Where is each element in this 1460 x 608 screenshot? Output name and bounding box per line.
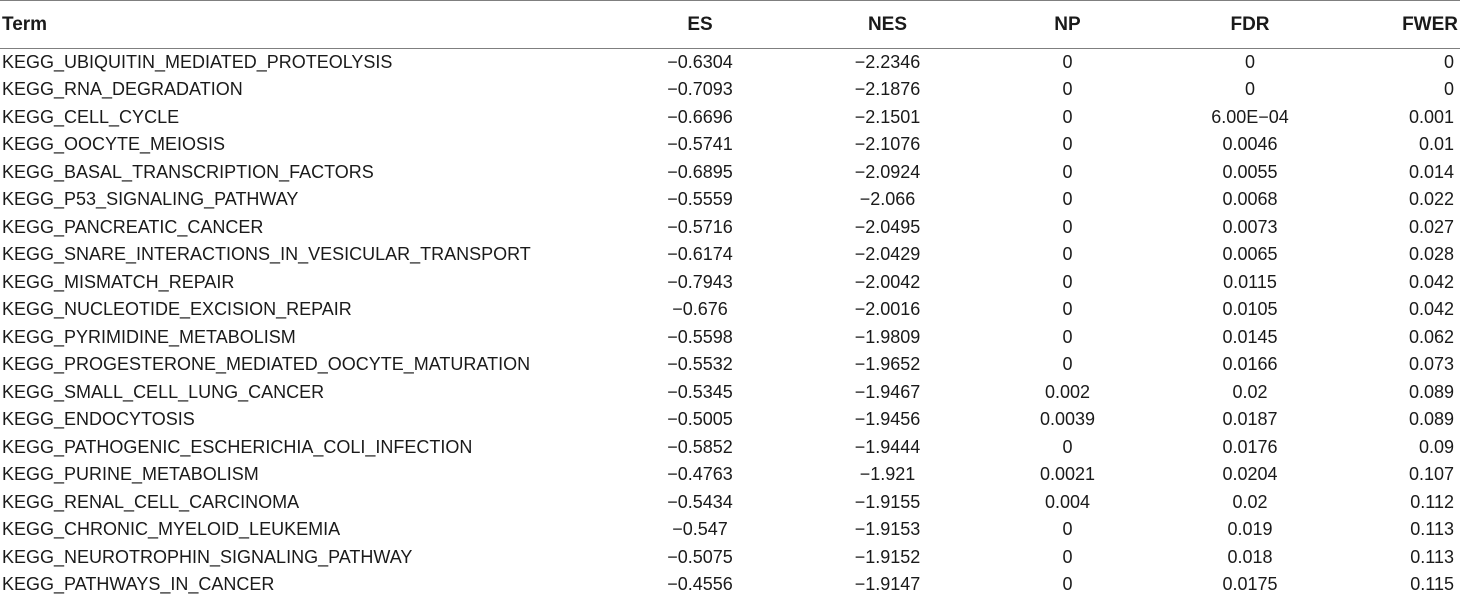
cell-np: 0 <box>1062 134 1073 155</box>
cell-fdr: 0.0105 <box>1222 299 1278 320</box>
cell-np: 0 <box>1062 574 1073 595</box>
table-row <box>0 214 1460 242</box>
cell-fdr: 0.0175 <box>1222 574 1278 595</box>
cell-np: 0 <box>1062 106 1073 127</box>
cell-np: 0 <box>1062 216 1073 237</box>
cell-fwer: 0.014 <box>1408 161 1454 182</box>
cell-term: KEGG_PROGESTERONE_MEDIATED_OOCYTE_MATURATION <box>2 354 531 375</box>
table-row <box>0 544 1460 572</box>
cell-term: KEGG_OOCYTE_MEIOSIS <box>2 134 226 155</box>
header-row <box>0 1 1460 49</box>
table-row <box>0 571 1460 599</box>
table-row <box>0 49 1460 77</box>
cell-nes: −1.9147 <box>854 574 921 595</box>
cell-fdr: 0.018 <box>1227 546 1273 567</box>
table-body <box>0 49 1460 599</box>
cell-fwer: 0.042 <box>1408 271 1454 292</box>
cell-nes: −2.1501 <box>854 106 921 127</box>
cell-fdr: 0.0204 <box>1222 464 1278 485</box>
cell-fwer: 0.042 <box>1408 299 1454 320</box>
cell-es: −0.6895 <box>667 161 733 182</box>
cell-fdr: 0.0115 <box>1223 271 1277 292</box>
cell-term: KEGG_PATHWAYS_IN_CANCER <box>2 574 275 595</box>
cell-es: −0.5532 <box>667 354 733 375</box>
cell-es: −0.676 <box>672 299 728 320</box>
cell-fwer: 0.022 <box>1408 189 1454 210</box>
cell-np: 0 <box>1062 519 1073 540</box>
cell-nes: −1.9809 <box>854 326 921 347</box>
cell-fwer: 0.115 <box>1410 574 1454 595</box>
cell-np: 0 <box>1062 189 1073 210</box>
cell-es: −0.5716 <box>667 216 733 237</box>
cell-np: 0 <box>1062 161 1073 182</box>
cell-fwer: 0.089 <box>1408 409 1454 430</box>
cell-nes: −1.9155 <box>854 491 921 512</box>
cell-nes: −2.0429 <box>854 244 921 265</box>
cell-np: 0 <box>1062 299 1073 320</box>
cell-term: KEGG_RENAL_CELL_CARCINOMA <box>2 491 300 512</box>
cell-fdr: 0.02 <box>1232 381 1268 402</box>
cell-es: −0.4763 <box>667 464 733 485</box>
cell-es: −0.5852 <box>667 436 733 457</box>
cell-term: KEGG_NUCLEOTIDE_EXCISION_REPAIR <box>2 299 352 320</box>
cell-nes: −2.0495 <box>854 216 921 237</box>
table-row <box>0 104 1460 132</box>
cell-fwer: 0.073 <box>1408 354 1454 375</box>
cell-np: 0.002 <box>1044 381 1091 402</box>
cell-nes: −1.9153 <box>854 519 921 540</box>
cell-fdr: 0.0055 <box>1222 161 1278 182</box>
cell-fwer: 0.112 <box>1410 491 1454 512</box>
table-row <box>0 489 1460 517</box>
cell-es: −0.5559 <box>667 189 733 210</box>
cell-np: 0.004 <box>1044 491 1091 512</box>
cell-term: KEGG_PANCREATIC_CANCER <box>2 216 264 237</box>
cell-np: 0 <box>1062 436 1073 457</box>
cell-es: −0.5075 <box>667 546 733 567</box>
header-nes: NES <box>800 1 975 49</box>
cell-es: −0.6174 <box>667 244 733 265</box>
cell-es: −0.7093 <box>667 79 733 100</box>
table-row <box>0 516 1460 544</box>
cell-nes: −2.0042 <box>854 271 921 292</box>
cell-fwer: 0.01 <box>1418 134 1454 155</box>
cell-fwer: 0.027 <box>1408 216 1454 237</box>
cell-fwer: 0.113 <box>1410 546 1454 567</box>
cell-term: KEGG_PURINE_METABOLISM <box>2 464 259 485</box>
table-row <box>0 406 1460 434</box>
cell-fdr: 0.02 <box>1232 491 1268 512</box>
cell-term: KEGG_ENDOCYTOSIS <box>2 409 195 430</box>
cell-es: −0.6304 <box>667 52 733 72</box>
cell-fdr: 0.0176 <box>1222 436 1278 457</box>
cell-nes: −2.2346 <box>854 52 921 72</box>
cell-term: KEGG_PATHOGENIC_ESCHERICHIA_COLI_INFECTION <box>2 436 473 457</box>
cell-nes: −1.9152 <box>854 546 921 567</box>
cell-nes: −1.9467 <box>854 381 921 402</box>
table-row <box>0 76 1460 104</box>
header-np: NP <box>975 1 1160 49</box>
cell-fdr: 0.019 <box>1227 519 1273 540</box>
cell-term: KEGG_P53_SIGNALING_PATHWAY <box>2 189 299 210</box>
table-row <box>0 434 1460 462</box>
cell-np: 0 <box>1062 546 1073 567</box>
cell-nes: −1.9444 <box>854 436 921 457</box>
cell-nes: −2.066 <box>859 189 916 210</box>
cell-np: 0 <box>1062 271 1073 292</box>
cell-np: 0.0039 <box>1039 409 1096 430</box>
cell-es: −0.5741 <box>667 134 733 155</box>
header-fdr: FDR <box>1160 1 1340 49</box>
cell-fdr: 0.0065 <box>1222 244 1278 265</box>
cell-term: KEGG_CELL_CYCLE <box>2 106 180 127</box>
cell-es: −0.4556 <box>667 574 733 595</box>
cell-fwer: 0.089 <box>1408 381 1454 402</box>
cell-np: 0 <box>1062 244 1073 265</box>
header-term: Term <box>0 1 600 49</box>
cell-np: 0 <box>1062 354 1073 375</box>
cell-term: KEGG_CHRONIC_MYELOID_LEUKEMIA <box>2 519 341 540</box>
cell-es: −0.5005 <box>667 409 733 430</box>
cell-term: KEGG_PYRIMIDINE_METABOLISM <box>2 326 296 347</box>
table-row <box>0 324 1460 352</box>
cell-nes: −1.921 <box>859 464 916 485</box>
cell-es: −0.547 <box>672 519 728 540</box>
cell-nes: −1.9456 <box>854 409 921 430</box>
cell-es: −0.5345 <box>667 381 733 402</box>
cell-fwer: 0.113 <box>1410 519 1454 540</box>
cell-es: −0.7943 <box>667 271 733 292</box>
cell-np: 0 <box>1062 52 1073 72</box>
cell-nes: −1.9652 <box>854 354 921 375</box>
cell-fwer: 0.062 <box>1408 326 1454 347</box>
cell-nes: −2.0016 <box>854 299 921 320</box>
cell-np: 0 <box>1062 79 1073 100</box>
table-row <box>0 351 1460 379</box>
cell-fdr: 0.0073 <box>1222 216 1278 237</box>
cell-es: −0.5434 <box>667 491 733 512</box>
cell-fwer: 0 <box>1443 79 1454 100</box>
header-fwer: FWER <box>1340 1 1460 49</box>
cell-es: −0.5598 <box>667 326 733 347</box>
cell-fwer: 0.028 <box>1408 244 1454 265</box>
cell-fdr: 0 <box>1244 52 1255 72</box>
table-row <box>0 241 1460 269</box>
cell-fwer: 0.001 <box>1408 106 1454 127</box>
cell-fdr: 0.0187 <box>1222 409 1278 430</box>
cell-fwer: 0 <box>1443 52 1454 72</box>
cell-term: KEGG_BASAL_TRANSCRIPTION_FACTORS <box>2 161 374 182</box>
cell-fdr: 0.0068 <box>1222 189 1278 210</box>
cell-fdr: 0.0145 <box>1222 326 1278 347</box>
cell-es: −0.6696 <box>667 106 733 127</box>
header-es: ES <box>600 1 800 49</box>
table-row <box>0 379 1460 407</box>
cell-np: 0 <box>1062 326 1073 347</box>
cell-nes: −2.1876 <box>854 79 921 100</box>
cell-nes: −2.0924 <box>854 161 921 182</box>
cell-fdr: 6.00E−04 <box>1211 106 1289 127</box>
table-row <box>0 296 1460 324</box>
cell-nes: −2.1076 <box>854 134 921 155</box>
cell-term: KEGG_SMALL_CELL_LUNG_CANCER <box>2 381 325 402</box>
cell-term: KEGG_SNARE_INTERACTIONS_IN_VESICULAR_TRANSPORT <box>2 244 531 265</box>
table-row <box>0 461 1460 489</box>
table-header <box>0 1 1460 49</box>
cell-np: 0.0021 <box>1039 464 1096 485</box>
cell-fdr: 0.0046 <box>1222 134 1278 155</box>
cell-term: KEGG_MISMATCH_REPAIR <box>2 271 235 292</box>
cell-fdr: 0 <box>1244 79 1255 100</box>
cell-term: KEGG_RNA_DEGRADATION <box>2 79 243 100</box>
table-row <box>0 131 1460 159</box>
cell-term: KEGG_NEUROTROPHIN_SIGNALING_PATHWAY <box>2 546 413 567</box>
cell-fdr: 0.0166 <box>1222 354 1278 375</box>
table-row <box>0 269 1460 297</box>
table-row <box>0 159 1460 187</box>
table-row <box>0 186 1460 214</box>
cell-term: KEGG_UBIQUITIN_MEDIATED_PROTEOLYSIS <box>2 52 393 72</box>
cell-fwer: 0.09 <box>1418 436 1454 457</box>
cell-fwer: 0.107 <box>1408 464 1454 485</box>
